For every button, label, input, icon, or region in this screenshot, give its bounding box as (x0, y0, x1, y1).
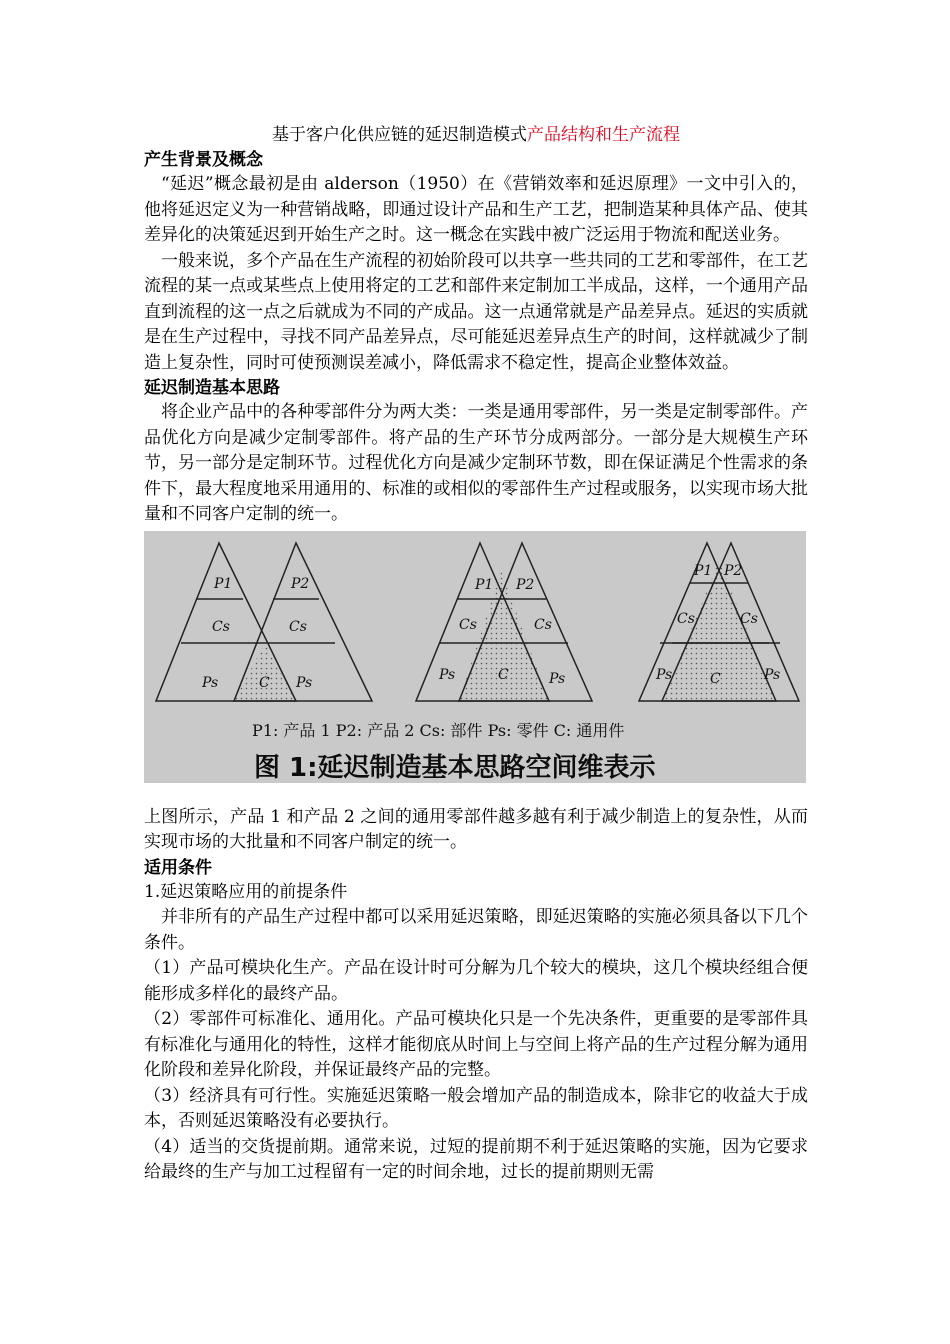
label-p1: P1 (214, 575, 233, 592)
paragraph: “延迟”概念最初是由 alderson（1950）在《营销效率和延迟原理》一文中引入的，他将延迟定义为一种营销战略，即通过设计产品和生产工艺，把制造某种具体产品、使其差异化的决策延迟到开始生产之时。这一概念在实践中被广泛运用于物流和配送业务。 (144, 174, 808, 245)
triangle-diagrams (144, 531, 806, 783)
title-main: 基于客户化供应链的延迟制造模式 (272, 125, 527, 145)
document-page (144, 122, 808, 1186)
label-ps: Ps (202, 674, 219, 691)
paragraph: 上图所示，产品 1 和产品 2 之间的通用零部件越多越有利于减少制造上的复杂性，从而实现市场的大批量和不同客户制定的统一。 (144, 806, 808, 852)
label-ps: Ps (439, 666, 456, 683)
label-p2: P2 (516, 576, 535, 593)
label-p2: P2 (724, 562, 743, 579)
label-ps: Ps (549, 670, 566, 687)
list-item: （2）零部件可标准化、通用化。产品可模块化只是一个先决条件，更重要的是零部件具有标准化与通用化的特性，这样才能彻底从时间上与空间上将产品的生产过程分解为通用化阶段和差异化阶段，并保证最终产品的完整。 (144, 1009, 808, 1080)
label-ps: Ps (764, 666, 781, 683)
common-area (234, 643, 296, 701)
label-p1: P1 (475, 576, 494, 593)
label-cs: Cs (212, 618, 230, 635)
label-cs: Cs (677, 610, 695, 627)
label-p1: P1 (694, 562, 713, 579)
title-highlight: 产品结构和生产流程 (527, 125, 680, 145)
list-item: （1）产品可模块化生产。产品在设计时可分解为几个较大的模块，这几个模块经组合便能形成多样化的最终产品。 (144, 958, 808, 1004)
paragraph: 一般来说，多个产品在生产流程的初始阶段可以共享一些共同的工艺和零部件，在工艺流程的某一点或某些点上使用将定的工艺和部件来定制加工半成品，这样，一个通用产品直到流程的这一点之后就成为不同的产成品。这一点通常就是产品差异点。延迟的实质就是在生产过程中，寻找不同产品差异点，尽可能延迟差异点生产的时间，这样就减少了制造上复杂性，同时可使预测误差减小，降低需求不稳定性，提高企业整体效益。 (144, 250, 808, 373)
section-heading-background: 产生背景及概念 (144, 150, 263, 170)
document-title (144, 122, 808, 148)
label-cs: Cs (289, 618, 307, 635)
label-cs: Cs (534, 616, 552, 633)
label-c: C (710, 670, 721, 687)
figure-legend: P1: 产品 1 P2: 产品 2 Cs: 部件 Ps: 零件 C: 通用件 (252, 720, 625, 740)
figure-diagram (144, 531, 806, 783)
label-ps: Ps (296, 674, 313, 691)
label-c: C (498, 666, 509, 683)
figure-caption: 图 1:延迟制造基本思路空间维表示 (254, 752, 656, 783)
label-ps: Ps (656, 666, 673, 683)
section-heading-conditions: 适用条件 (144, 857, 212, 878)
list-item: （3）经济具有可行性。实施延迟策略一般会增加产品的制造成本，除非它的收益大于成本，否则延迟策略没有必要执行。 (144, 1085, 808, 1131)
section-heading-approach: 延迟制造基本思路 (144, 378, 280, 398)
subheading: 1.延迟策略应用的前提条件 (144, 881, 348, 902)
label-cs: Cs (459, 616, 477, 633)
label-cs: Cs (740, 610, 758, 627)
paragraph: 将企业产品中的各种零部件分为两大类：一类是通用零部件，另一类是定制零部件。产品优化方向是减少定制零部件。将产品的生产环节分成两部分。一部分是大规模生产环节，另一部分是定制环节。过程优化方向是减少定制环节数，即在保证满足个性需求的条件下，最大程度地采用通用的、标准的或相似的零部件生产过程或服务，以实现市场大批量和不同客户定制的统一。 (144, 402, 808, 524)
label-p2: P2 (291, 575, 310, 592)
paragraph: 并非所有的产品生产过程中都可以采用延迟策略，即延迟策略的实施必须具备以下几个条件。 (144, 907, 808, 953)
list-item: （4）适当的交货提前期。通常来说，过短的提前期不利于延迟策略的实施，因为它要求给最终的生产与加工过程留有一定的时间余地，过长的提前期则无需 (144, 1136, 808, 1182)
label-c: C (259, 674, 270, 691)
